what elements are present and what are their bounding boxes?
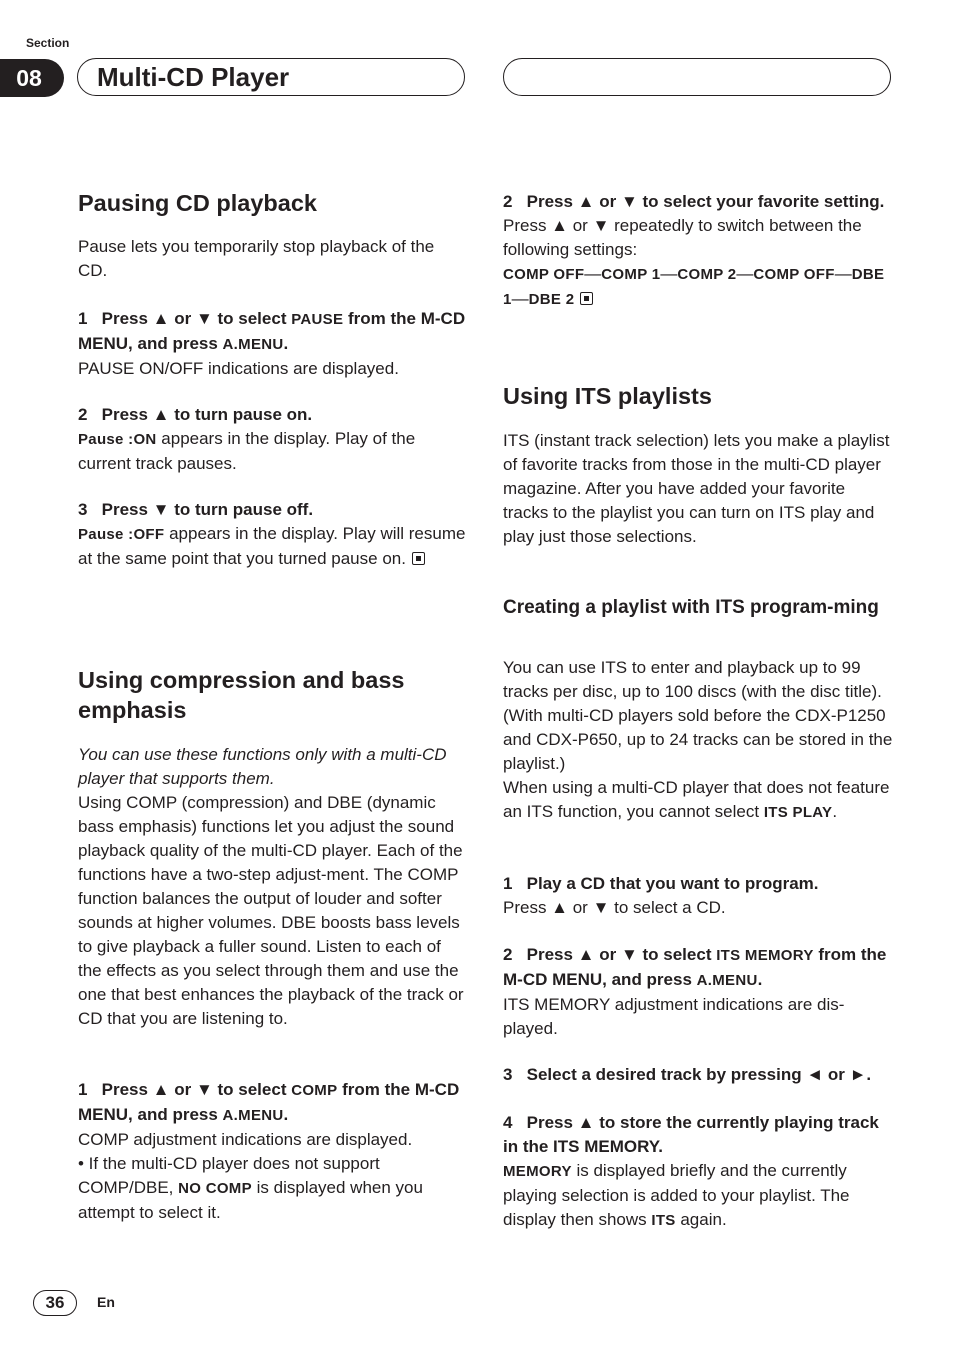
- step-number: 3: [503, 1065, 513, 1084]
- bullet-text: is displayed when you attempt to select it.: [78, 1178, 423, 1222]
- end-of-section-icon: [412, 552, 425, 565]
- setting-comp-off: COMP OFF: [503, 266, 585, 283]
- its-body: ITS (instant track selection) lets you make a playlist of favorite tracks from those in the multi-CD player magazine. After you have added your favorite tracks to the playlist you can turn on ITS play and play just those selections.: [503, 431, 890, 546]
- step-body: Press ▲ or ▼ to select a CD.: [503, 898, 726, 917]
- pausing-intro: Pause lets you temporarily stop playback of the CD.: [78, 237, 435, 280]
- lcd-text: A.MENU: [696, 972, 758, 989]
- section-number-tab: 08: [0, 59, 64, 97]
- step-text: Play a CD that you want to program.: [526, 874, 819, 893]
- lcd-text: ITS MEMORY: [716, 947, 814, 964]
- step-text: from the M-CD MENU, and press: [78, 1080, 460, 1124]
- step-body: appears in the display. Play of the current track pauses.: [78, 429, 416, 473]
- lcd-text: NO COMP: [178, 1180, 252, 1197]
- step-number: 3: [78, 500, 88, 519]
- compression-note: You can use these functions only with a multi-CD player that supports them.: [78, 745, 447, 788]
- step-text: Press ▲ or ▼ to select: [101, 309, 292, 328]
- step-text: Select a desired track by pressing ◄ or ►.: [526, 1065, 872, 1084]
- step-number: 1: [78, 309, 88, 328]
- creating-step2: [503, 943, 893, 1041]
- creating-body2: .: [832, 802, 838, 821]
- lcd-text: ITS: [651, 1212, 676, 1229]
- pausing-step3: [78, 498, 466, 571]
- step-number: 2: [503, 945, 513, 964]
- step-body: is displayed briefly and the currently playing selection is added to your playlist. The display then shows: [503, 1161, 850, 1229]
- step-text: Press ▲ to turn pause on.: [101, 405, 313, 424]
- step-body: COMP adjustment indications are displayed.: [78, 1130, 413, 1149]
- lcd-text: ITS PLAY: [763, 804, 833, 821]
- compression-step1: [78, 1078, 466, 1225]
- pausing-heading-block: [78, 188, 466, 218]
- creating-step3: [503, 1063, 893, 1087]
- dash: —: [660, 264, 678, 283]
- lcd-text: Pause :ON: [78, 431, 157, 448]
- step-text: .: [283, 334, 289, 353]
- step-text: .: [757, 970, 763, 989]
- creating-step1: [503, 872, 893, 920]
- step-body: Press ▲ or ▼ repeatedly to switch between the following settings:: [503, 216, 862, 259]
- compression-body: Using COMP (compression) and DBE (dynamic bass emphasis) functions let you adjust the sound playback quality of the multi-CD player. Each of the functions have a two-step adjust-ment. The COMP function balances the output of louder and softer sounds at higher volumes. DBE boosts bass levels to give playback a fuller sound. Listen to each of the effects as you select through them and use the one that best enhances the playback of the track or CD that you are listening to.: [78, 793, 464, 1028]
- section-label: Section: [26, 36, 70, 50]
- setting-step2: [503, 190, 893, 312]
- creating-body-block: [503, 656, 893, 825]
- compression-heading: Using compression and bass emphasis: [78, 667, 405, 723]
- its-body-block: [503, 429, 893, 549]
- step-number: 2: [503, 192, 513, 211]
- its-heading-block: [503, 381, 893, 411]
- creating-body2: When using a multi-CD player that does not feature an ITS function, you cannot select: [503, 778, 890, 821]
- step-text: Press ▲ to store the currently playing track in the ITS MEMORY.: [503, 1113, 879, 1156]
- pausing-step1: [78, 307, 466, 381]
- step-number: 1: [78, 1080, 88, 1099]
- step-number: 1: [503, 874, 513, 893]
- step-text: Press ▲ or ▼ to select: [526, 945, 717, 964]
- step-text: Press ▲ or ▼ to select your favorite setting.: [526, 192, 885, 211]
- dash: —: [834, 264, 852, 283]
- compression-text-block: [78, 743, 466, 1031]
- step-text: Press ▼ to turn pause off.: [101, 500, 314, 519]
- creating-body1: You can use ITS to enter and playback up to 99 tracks per disc, up to 100 discs (with the disc title). (With multi-CD players sold before the CDX-P1250 and CDX-P650, up to 24 tracks can be stored in the playlist.): [503, 658, 893, 773]
- step-number: 2: [78, 405, 88, 424]
- dash: —: [736, 264, 754, 283]
- setting-comp-2: COMP 2: [677, 266, 737, 283]
- step-number: 4: [503, 1113, 513, 1132]
- lcd-text: MEMORY: [503, 1163, 572, 1180]
- setting-dbe-1: DBE 1: [503, 266, 885, 308]
- setting-comp-1: COMP 1: [601, 266, 661, 283]
- pausing-intro-block: [78, 235, 466, 283]
- page-title: Multi-CD Player: [97, 62, 290, 92]
- dash: —: [511, 289, 529, 308]
- step-body: PAUSE ON/OFF indications are displayed.: [78, 359, 399, 378]
- step-text: from the M-CD MENU, and press: [78, 309, 466, 353]
- its-heading: Using ITS playlists: [503, 383, 712, 409]
- lcd-text: COMP: [291, 1082, 338, 1099]
- pausing-heading: Pausing CD playback: [78, 190, 317, 216]
- dash: —: [584, 264, 602, 283]
- step-text: from the M-CD MENU, and press: [503, 945, 887, 989]
- step-body: again.: [675, 1210, 727, 1229]
- end-of-section-icon: [580, 292, 593, 305]
- creating-heading: Creating a playlist with ITS program-ming: [503, 597, 879, 618]
- lcd-text: Pause :OFF: [78, 526, 165, 543]
- step-body: ITS MEMORY adjustment indications are dis-played.: [503, 995, 845, 1038]
- pausing-step2: [78, 403, 466, 476]
- compression-heading-block: [78, 665, 466, 725]
- bullet-text: • If the multi-CD player does not support COMP/DBE,: [78, 1154, 380, 1197]
- setting-dbe-2: DBE 2: [528, 291, 575, 308]
- header-empty-box: [503, 58, 891, 96]
- page-number: 36: [33, 1290, 77, 1316]
- lcd-text: A.MENU: [222, 336, 284, 353]
- creating-heading-block: [503, 595, 893, 620]
- lcd-text: PAUSE: [291, 311, 344, 328]
- setting-comp-off: COMP OFF: [753, 266, 835, 283]
- creating-step4: [503, 1111, 893, 1233]
- step-text: Press ▲ or ▼ to select: [101, 1080, 292, 1099]
- step-body: appears in the display. Play will resume at the same point that you turned pause on.: [78, 524, 466, 568]
- language-label: En: [97, 1294, 115, 1310]
- lcd-text: A.MENU: [222, 1107, 284, 1124]
- step-text: .: [283, 1105, 289, 1124]
